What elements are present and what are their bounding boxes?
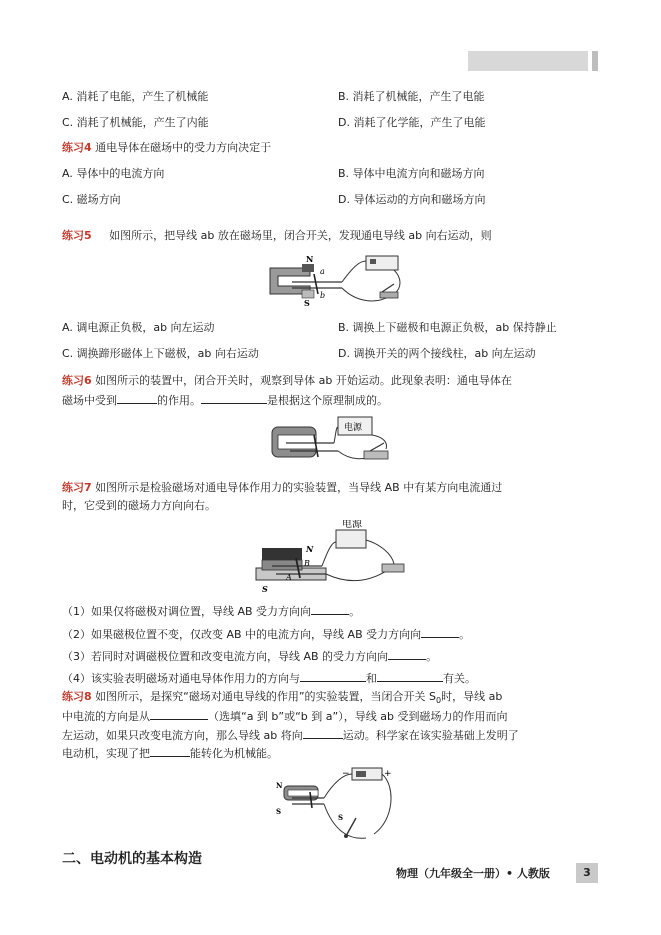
label-b: b (320, 291, 326, 300)
switch-pivot (344, 834, 348, 838)
magnet-pole-n (302, 264, 314, 272)
label-a: a (320, 267, 325, 276)
power-label: 电源 (342, 520, 362, 530)
q4-option-a[interactable]: A. 导体中的电流方向 (62, 167, 165, 180)
q8-blank-1[interactable] (150, 708, 208, 720)
label-a: A (286, 573, 292, 582)
q8-stem-2a: 中电流的方向是从 (62, 710, 150, 723)
power-label: 电源 (344, 423, 363, 433)
q7-line1 (62, 481, 502, 495)
label-n: N (276, 781, 283, 790)
q5-stem-line (62, 229, 492, 243)
q3-option-a[interactable]: A. 消耗了电能，产生了机械能 (62, 90, 209, 103)
q7-sub-1-text: （1）如果仅将磁极对调位置，导线 AB 受力方向向 (62, 605, 312, 618)
q5-option-a[interactable]: A. 调电源正负极，ab 向左运动 (62, 321, 215, 334)
q8-line1 (62, 690, 502, 708)
magnet-pole-s (302, 290, 314, 298)
q5-stem: 如图所示，把导线 ab 放在磁场里，闭合开关，发现通电导线 ab 向右运动，则 (109, 229, 492, 242)
q7-line2: 时，它受到的磁场力方向向右。 (62, 499, 216, 512)
switch-lever (346, 818, 356, 836)
footer-book-title: 物理（九年级全一册）• 人教版 (396, 867, 550, 880)
q7-sub-2-period: 。 (459, 628, 471, 641)
q8-stem-4a: 电动机，实现了把 (62, 747, 150, 760)
q7-sub-3-period: 。 (426, 650, 438, 663)
q8-stem-2b: （选填“a 到 b”或“b 到 a”），导线 ab 受到磁场力的作用而向 (208, 710, 508, 723)
q7-sub-4-text-c: 有关。 (443, 672, 476, 685)
header-decoration-tab (592, 51, 598, 71)
q7-stem-1: 如图所示是检验磁场对通电导体作用力的实验装置，当导线 AB 中有某方向电流通过 (95, 481, 503, 494)
q7-sub-2-text: （2）如果磁极位置不变，仅改变 AB 中的电流方向，导线 AB 受力方向向 (62, 628, 422, 641)
switch (382, 564, 404, 572)
q6-line1 (62, 374, 512, 388)
q8-label: 练习8 (62, 690, 92, 703)
q8-stem-3a: 左运动，如果只改变电流方向，那么导线 ab 将向 (62, 729, 303, 742)
wire-1 (342, 261, 368, 282)
q3-option-b[interactable]: B. 消耗了机械能，产生了电能 (338, 90, 485, 103)
q8-stem-1-sub: 0 (436, 696, 442, 706)
q8-blank-2[interactable] (303, 727, 343, 739)
label-s: S (304, 298, 310, 308)
q7-blank-2[interactable] (421, 626, 459, 638)
q7-blank-5[interactable] (377, 670, 443, 682)
q6-line2 (62, 392, 388, 408)
q7-label: 练习7 (62, 481, 92, 494)
q6-stem-2a: 磁场中受到 (62, 394, 117, 407)
q6-stem-2c: 是根据这个原理制成的。 (267, 394, 388, 407)
q7-sub-4-text-a: （4）该实验表明磁场对通电导体作用力的方向与 (62, 672, 300, 685)
q7-sub-1-period: 。 (349, 605, 361, 618)
q5-option-b[interactable]: B. 调换上下磁极和电源正负极，ab 保持静止 (338, 321, 557, 334)
q7-blank-3[interactable] (388, 648, 426, 660)
q8-figure (270, 762, 400, 842)
q8-line2 (62, 708, 507, 724)
q7-blank-1[interactable] (311, 603, 349, 615)
q6-blank-1[interactable] (117, 392, 157, 404)
q5-option-d[interactable]: D. 调换开关的两个接线柱，ab 向左运动 (338, 347, 536, 360)
q4-option-b[interactable]: B. 导体中电流方向和磁场方向 (338, 167, 485, 180)
q4-stem-line (62, 141, 271, 155)
q6-stem-2b: 的作用。 (157, 394, 201, 407)
label-plus: + (384, 769, 392, 779)
q4-label: 练习4 (62, 141, 92, 154)
q6-blank-2[interactable] (201, 392, 267, 404)
q3-option-d[interactable]: D. 消耗了化学能，产生了电能 (338, 116, 486, 129)
label-s: S (276, 807, 282, 816)
label-b: B (304, 559, 310, 568)
q4-stem: 通电导体在磁场中的受力方向决定于 (95, 141, 272, 154)
q4-option-d[interactable]: D. 导体运动的方向和磁场方向 (338, 193, 486, 206)
q8-stem-4b: 能转化为机械能。 (190, 747, 278, 760)
q8-line3 (62, 727, 519, 743)
label-s0: S (338, 813, 344, 822)
q7-sub-1 (62, 603, 360, 619)
q7-sub-2 (62, 626, 470, 642)
q4-option-c[interactable]: C. 磁场方向 (62, 193, 121, 206)
q5-label: 练习5 (62, 229, 92, 242)
label-n: N (306, 254, 314, 264)
q8-line4 (62, 745, 278, 761)
conductor-ab (314, 274, 318, 294)
q7-blank-4[interactable] (300, 670, 366, 682)
q8-stem-3b: 运动。科学家在该实验基础上发明了 (342, 729, 519, 742)
q6-stem-1: 如图所示的装置中，闭合开关时，观察到导体 ab 开始运动。此现象表明：通电导体在 (95, 374, 512, 387)
q5-figure (262, 248, 408, 308)
label-minus: − (342, 769, 350, 779)
q8-stem-1b: 时，导线 ab (441, 690, 503, 703)
q6-label: 练习6 (62, 374, 92, 387)
switch (364, 451, 388, 459)
label-s: S (262, 584, 268, 594)
page-number: 3 (576, 863, 598, 883)
label-n: N (306, 544, 314, 554)
power-supply (336, 530, 366, 548)
q7-sub-4 (62, 670, 476, 686)
switch (380, 292, 398, 298)
q6-figure (266, 413, 398, 467)
q7-figure (252, 520, 410, 594)
q8-stem-1: 如图所示，是探究“磁场对通电导线的作用”的实验装置，当闭合开关 S (95, 690, 437, 703)
q7-sub-4-text-b: 和 (366, 672, 377, 685)
q3-option-c[interactable]: C. 消耗了机械能，产生了内能 (62, 116, 209, 129)
section-heading: 二、电动机的基本构造 (62, 851, 202, 867)
q5-option-c[interactable]: C. 调换蹄形磁体上下磁极，ab 向右运动 (62, 347, 259, 360)
header-decoration-bar (468, 51, 588, 71)
q8-blank-3[interactable] (150, 745, 190, 757)
q7-sub-3-text: （3）若同时对调磁极位置和改变电流方向，导线 AB 的受力方向向 (62, 650, 389, 663)
q7-sub-3 (62, 648, 437, 664)
